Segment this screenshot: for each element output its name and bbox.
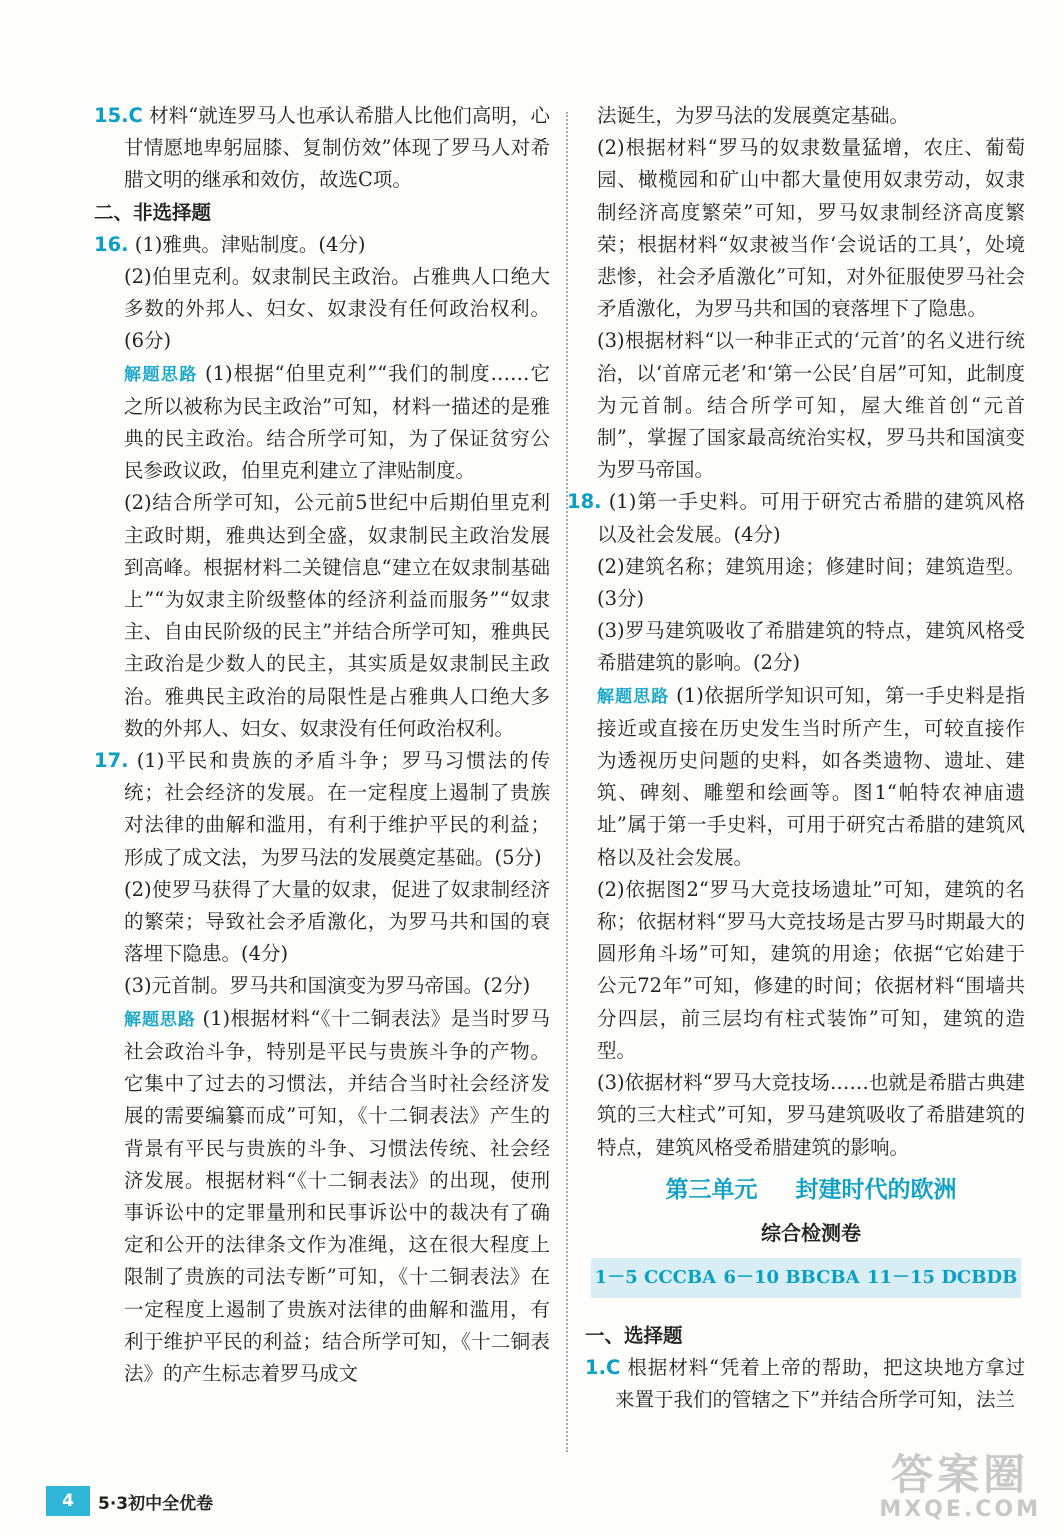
explanation-tag: 解题思路 <box>124 1009 196 1030</box>
section-heading: 二、非选择题 <box>94 200 212 224</box>
answer-text: (3)罗马建筑吸收了希腊建筑的特点，建筑风格受希腊建筑的影响。(2分) <box>597 619 1025 675</box>
answer-key-group: 11－15 DCBDB <box>866 1266 1018 1288</box>
answer-text: 根据材料“凭着上帝的帮助，把这块地方拿过来置于我们的管辖之下”并结合所学可知，法兰 <box>615 1355 1025 1412</box>
explanation-text: (2)结合所学可知，公元前5世纪中后期伯里克利主政时期，雅典达到全盛，奴隶制民主政治发展到高峰。根据材料二关键信息“建立在奴隶制基础上”“为奴隶主阶级整体的经济利益而服务”“奴隶主、自由民阶级的民主”并结合所学可知，雅典民主政治是少数人的民主，其实质是奴隶制民主政治。雅典民主政治的局限性是占雅典人口绝大多数的外邦人、妇女、奴隶没有任何政治权利。 <box>124 491 550 740</box>
series-name: 5·3初中全优卷 <box>98 1493 214 1514</box>
answer-text: (1)平民和贵族的矛盾斗争；罗马习惯法的传统；社会经济的发展。在一定程度上遏制了贵族对法律的曲解和滥用，有利于维护平民的利益；形成了成文法，为罗马法的发展奠定基础。(5分) <box>124 749 551 869</box>
column-divider <box>566 112 568 1452</box>
explanation-text: (2)依据图2“罗马大竞技场遗址”可知，建筑的名称；依据材料“罗马大竞技场是古罗马时期最大的圆形角斗场”可知，建筑的用途；依据“它始建于公元72年”可知，修建的时间；依据材料“围墙共分四层，前三层均有柱式装饰”可知，建筑的造型。 <box>597 877 1025 1062</box>
explanation-text: (1)根据材料“《十二铜表法》是当时罗马社会政治斗争，特别是平民与贵族斗争的产物。它集中了过去的习惯法，并结合当时社会经济发展的需要编纂而成”可知，《十二铜表法》产生的背景有平民与贵族的斗争、习惯法传统、社会经济发展。根据材料“《十二铜表法》的出现，使刑事诉讼中的定罪量刑和民事诉讼中的裁决有了确定和公开的法律条文作为准绳，这在很大程度上限制了贵族的司法专断”可知，《十二铜表法》在一定程度上遏制了贵族对法律的曲解和滥用，有利于维护平民的利益；结合所学可知，《十二铜表法》的产生标志着罗马成文 <box>124 1006 551 1385</box>
page-footer <box>46 1484 213 1518</box>
explanation-tag: 解题思路 <box>597 686 670 707</box>
watermark-url: MXQE.COM <box>879 1497 1041 1522</box>
explanation-text: (1)根据“伯里克利”“我们的制度……它之所以被称为民主政治”可知，材料一描述的是雅典的民主政治。结合所学可知，为了保证贫穷公民参政议政，伯里克利建立了津贴制度。 <box>124 361 551 483</box>
unit-number: 第三单元 <box>665 1176 758 1203</box>
section-heading: 一、选择题 <box>585 1323 683 1347</box>
explanation-text: (3)根据材料“以一种非正式的‘元首’的名义进行统治，以‘首席元老’和‘第一公民’自居”可知，此制度为元首制。结合所学可知，屋大维首创“元首制”，掌握了国家最高统治实权，罗马共和国演变为罗马帝国。 <box>597 329 1025 482</box>
explanation <box>597 680 1025 874</box>
unit-name: 封建时代的欧洲 <box>795 1176 957 1203</box>
question-number: 15.C <box>94 104 143 127</box>
question-1 <box>585 1352 1025 1416</box>
question-number: 17. <box>94 749 129 773</box>
question-number: 16. <box>94 232 129 256</box>
watermark-text: 答案圈 <box>891 1450 1030 1499</box>
page-number: 4 <box>46 1486 90 1516</box>
explanation-text: 法诞生，为罗马法的发展奠定基础。 <box>597 104 910 127</box>
test-title: 综合检测卷 <box>761 1220 861 1245</box>
answer-key-group: 1－5 CCCBA <box>594 1266 717 1288</box>
answer-key-bar <box>591 1258 1021 1298</box>
answer-text: 材料“就连罗马人也承认希腊人比他们高明，心甘情愿地卑躬屈膝、复制仿效”体现了罗马人对希腊文明的继承和效仿，故选C项。 <box>124 104 550 192</box>
question-18 <box>567 486 1025 550</box>
explanation <box>94 1003 550 1390</box>
answer-text: (2)建筑名称；建筑用途；修建时间；建筑造型。(3分) <box>597 554 1025 611</box>
question-number: 18. <box>567 490 602 514</box>
watermark-logo <box>879 1450 1041 1522</box>
left-column <box>94 100 550 1390</box>
answer-key-group: 6－10 BBCBA <box>723 1266 860 1288</box>
question-15 <box>94 100 550 197</box>
unit-title <box>597 1170 1025 1210</box>
answer-text: (2)伯里克利。奴隶制民主政治。占雅典人口绝大多数的外邦人、妇女、奴隶没有任何政治权利。(6分) <box>124 265 550 353</box>
explanation-tag: 解题思路 <box>124 364 198 385</box>
answer-text: (1)雅典。津贴制度。(4分) <box>134 232 366 256</box>
question-16 <box>94 229 550 261</box>
explanation-text: (2)根据材料“罗马的奴隶数量猛增，农庄、葡萄园、橄榄园和矿山中都大量使用奴隶劳动，奴隶制经济高度繁荣”可知，罗马奴隶制经济高度繁荣；根据材料“奴隶被当作‘会说话的工具’，处境悲惨，社会矛盾激化”可知，对外征服使罗马社会矛盾激化，为罗马共和国的衰落埋下了隐患。 <box>597 136 1025 321</box>
explanation <box>94 358 550 488</box>
answer-text: (1)第一手史料。可用于研究古希腊的建筑风格以及社会发展。(4分) <box>597 490 1025 546</box>
answer-text: (2)使罗马获得了大量的奴隶，促进了奴隶制经济的繁荣；导致社会矛盾激化，为罗马共和国的衰落埋下隐患。(4分) <box>124 877 550 966</box>
answer-text: (3)元首制。罗马共和国演变为罗马帝国。(2分) <box>124 974 531 998</box>
right-column <box>567 100 1026 1416</box>
question-number: 1.C <box>585 1355 621 1379</box>
explanation-text: (1)依据所学知识可知，第一手史料是指接近或直接在历史发生当时所产生，可较直接作为透视历史问题的史料，如各类遗物、遗址、建筑、碑刻、雕塑和绘画等。图1“帕特农神庙遗址”属于第一手史料，可用于研究古希腊的建筑风格以及社会发展。 <box>597 683 1026 869</box>
question-17 <box>94 745 550 874</box>
explanation-text: (3)依据材料“罗马大竞技场……也就是希腊古典建筑的三大柱式”可知，罗马建筑吸收了希腊建筑的特点，建筑风格受希腊建筑的影响。 <box>597 1071 1025 1159</box>
